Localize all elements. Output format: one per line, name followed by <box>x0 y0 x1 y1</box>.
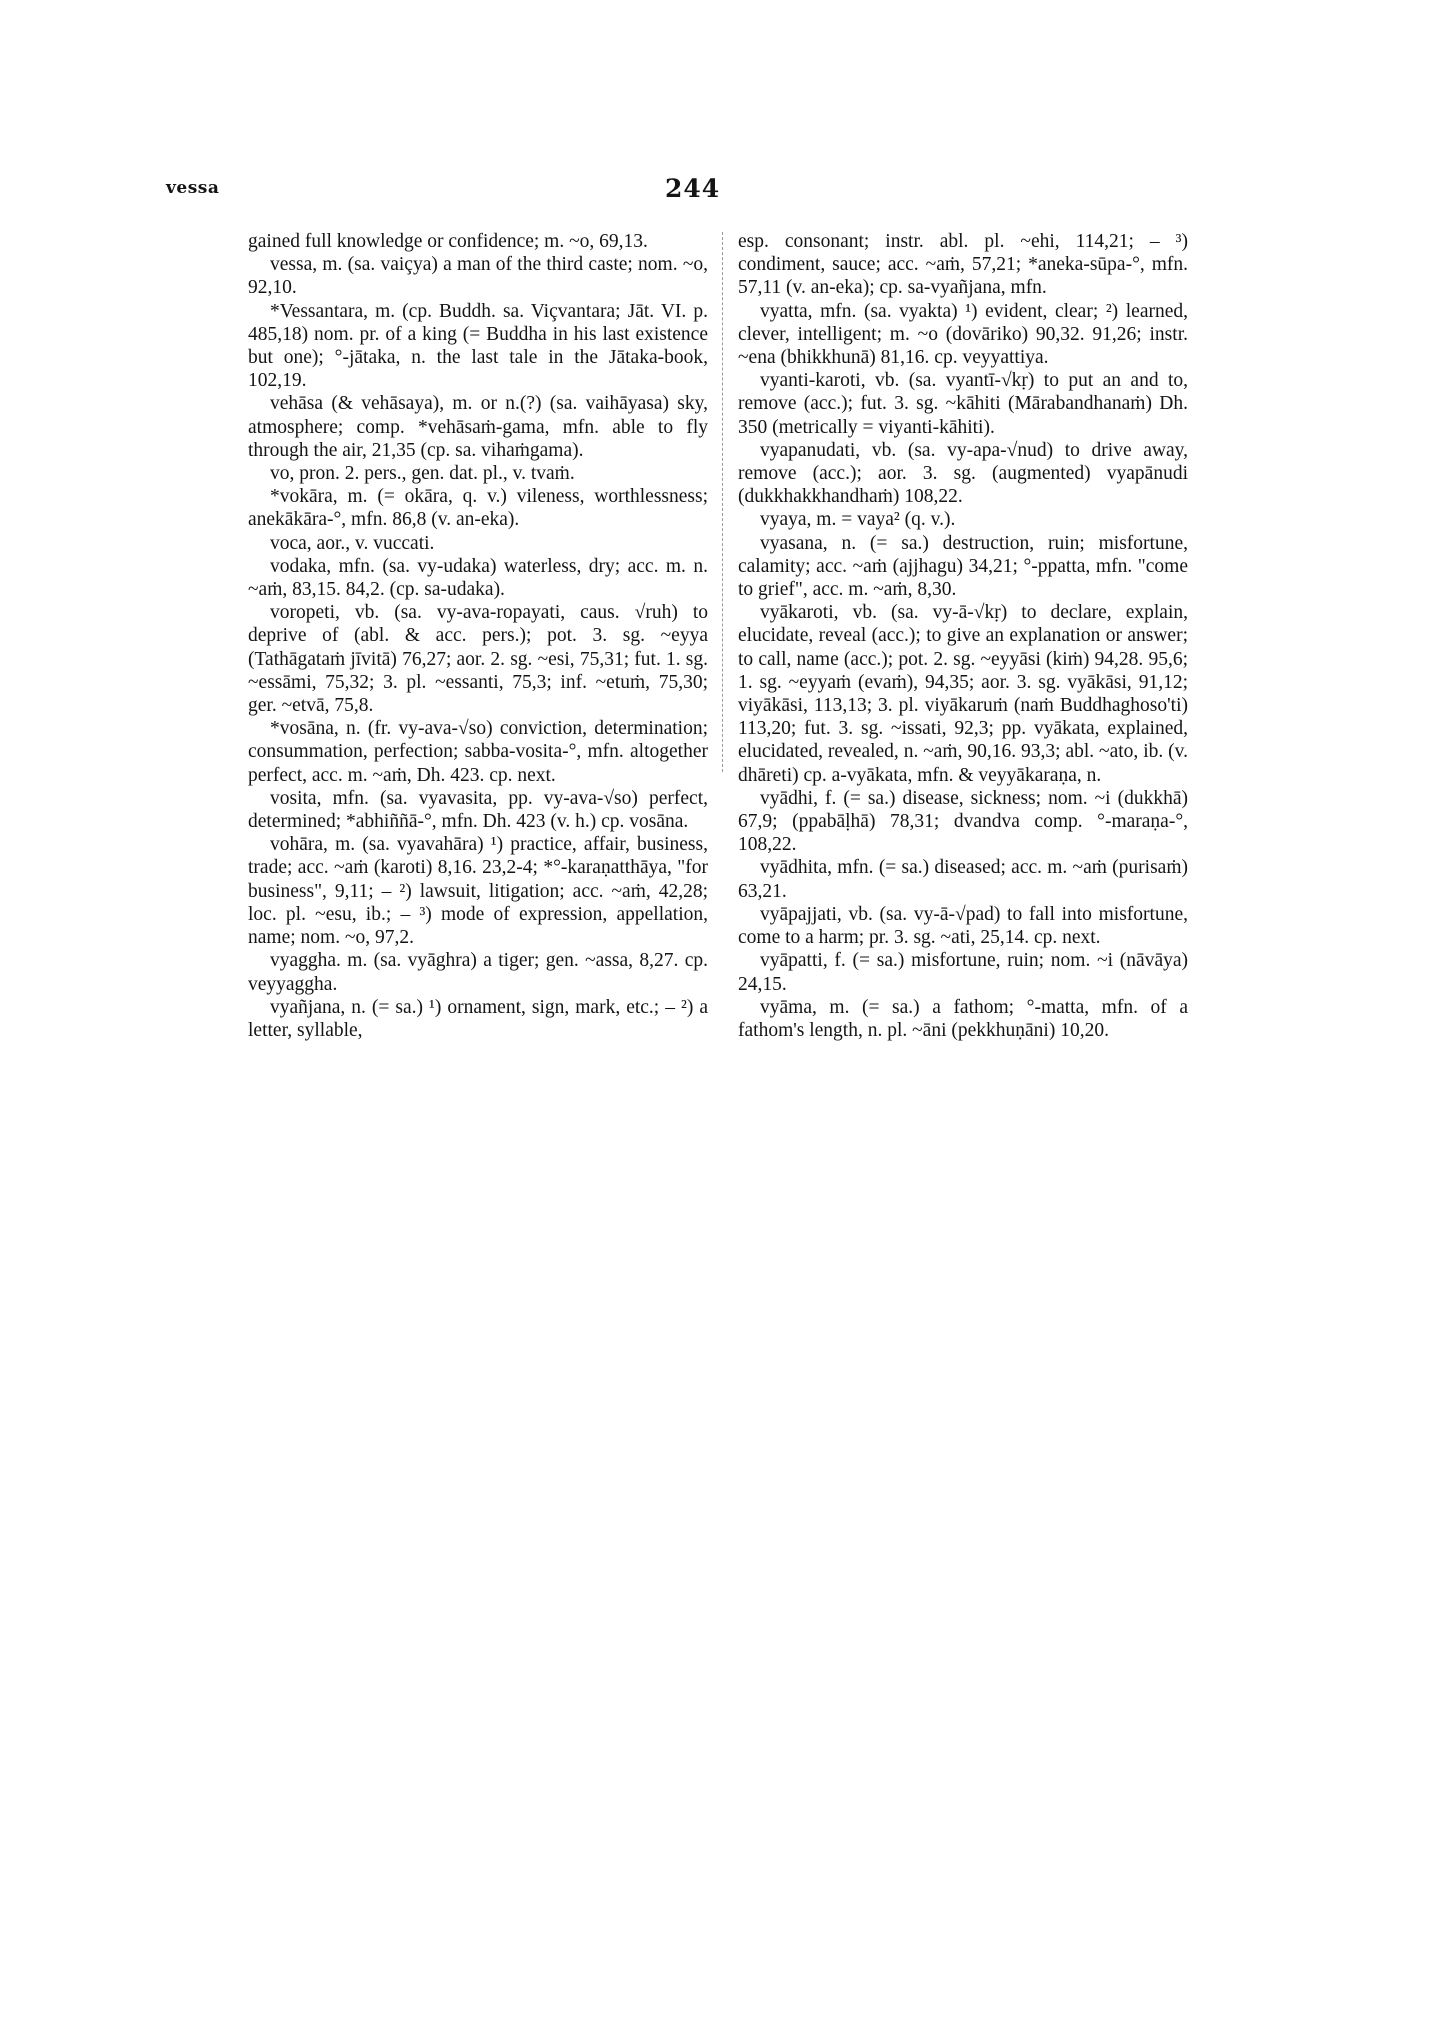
entry-paragraph: vyāpatti, f. (= sa.) misfortune, ruin; nom. ~i (nāvāya) 24,15. <box>738 950 1188 995</box>
entry-paragraph: vyāma, m. (= sa.) a fathom; °-matta, mfn. of a fathom's length, n. pl. ~āni (pekkhuṇāni) 10,20. <box>738 996 1188 1041</box>
entry-paragraph: vyañjana, n. (= sa.) ¹) ornament, sign, mark, etc.; – ²) a letter, syllable, <box>248 996 708 1041</box>
entry-paragraph: vehāsa (& vehāsaya), m. or n.(?) (sa. vaihāyasa) sky, atmosphere; comp. *vehāsaṁ-gama, mfn. able to fly through the air, 21,35 (cp. sa. vihaṁgama). <box>248 393 708 461</box>
page-number: 244 <box>665 174 721 203</box>
entry-paragraph: gained full knowledge or confidence; m. ~o, 69,13. <box>248 231 648 252</box>
entry-paragraph: esp. consonant; instr. abl. pl. ~ehi, 114,21; – ³) condiment, sauce; acc. ~aṁ, 57,21; *aneka-sūpa-°, mfn. 57,11 (v. an-eka); cp. sa-vyañjana, mfn. <box>738 231 1188 299</box>
left-column <box>248 230 708 1042</box>
entry-paragraph: vyaggha. m. (sa. vyāghra) a tiger; gen. ~assa, 8,27. cp. veyyaggha. <box>248 950 708 995</box>
entry-paragraph: vyaya, m. = vaya² (q. v.). <box>760 509 956 531</box>
entry-paragraph: vyanti-karoti, vb. (sa. vyantī-√kṛ) to put an and to, remove (acc.); fut. 3. sg. ~kāhiti (Mārabandhanaṁ) Dh. 350 (metrically = viyanti-kāhiti). <box>738 370 1188 438</box>
entry-paragraph: voca, aor., v. vuccati. <box>270 532 435 554</box>
entry-paragraph: vessa, m. (sa. vaiçya) a man of the third caste; nom. ~o, 92,10. <box>248 254 708 299</box>
entry-paragraph: vyādhi, f. (= sa.) disease, sickness; nom. ~i (dukkhā) 67,9; (ppabāḷhā) 78,31; dvandva comp. °-maraṇa-°, 108,22. <box>738 787 1188 856</box>
running-head: vessa <box>166 178 220 198</box>
entry-paragraph: vyādhita, mfn. (= sa.) diseased; acc. m. ~aṁ (purisaṁ) 63,21. <box>738 857 1188 902</box>
column-divider <box>722 232 723 772</box>
entry-paragraph: vyāpajjati, vb. (sa. vy-ā-√pad) to fall into misfortune, come to a harm; pr. 3. sg. ~ati, 25,14. cp. next. <box>738 903 1188 949</box>
right-column <box>738 230 1188 1042</box>
entry-paragraph: vo, pron. 2. pers., gen. dat. pl., v. tvaṁ. <box>270 463 575 485</box>
entry-paragraph: vyatta, mfn. (sa. vyakta) ¹) evident, clear; ²) learned, clever, intelligent; m. ~o (dovāriko) 90,32. 91,26; instr. ~ena (bhikkhunā) 81,16. cp. veyyattiya. <box>738 300 1188 369</box>
entry-paragraph: vosita, mfn. (sa. vyavasita, pp. vy-ava-√so) perfect, determined; *abhiññā-°, mfn. Dh. 423 (v. h.) cp. vosāna. <box>248 787 708 833</box>
entry-paragraph: vyasana, n. (= sa.) destruction, ruin; misfortune, calamity; acc. ~aṁ (ajjhagu) 34,21; °-ppatta, mfn. "come to grief", acc. m. ~aṁ, 8,30. <box>738 532 1188 601</box>
entry-paragraph: *vokāra, m. (= okāra, q. v.) vileness, worthlessness; anekākāra-°, mfn. 86,8 (v. an-eka). <box>248 486 708 531</box>
entry-paragraph: voropeti, vb. (sa. vy-ava-ropayati, caus. √ruh) to deprive of (abl. & acc. pers.); pot. 3. sg. ~eyya (Tathāgataṁ jīvitā) 76,27; aor. 2. sg. ~esi, 75,31; fut. 1. sg. ~essāmi, 75,32; 3. pl. ~essanti, 75,3; inf. ~etuṁ, 75,30; ger. ~etvā, 75,8. <box>248 602 708 717</box>
entry-paragraph: vodaka, mfn. (sa. vy-udaka) waterless, dry; acc. m. n. ~aṁ, 83,15. 84,2. (cp. sa-udaka). <box>248 555 708 601</box>
entry-paragraph: vohāra, m. (sa. vyavahāra) ¹) practice, affair, business, trade; acc. ~aṁ (karoti) 8,16. 23,2-4; *°-karaṇatthāya, "for business", 9,11; – ²) lawsuit, litigation; acc. ~aṁ, 42,28; loc. pl. ~esu, ib.; – ³) mode of expression, appellation, name; nom. ~o, 97,2. <box>248 834 708 949</box>
entry-paragraph: vyapanudati, vb. (sa. vy-apa-√nud) to drive away, remove (acc.); aor. 3. sg. (augmented) vyapānudi (dukkhakkhandhaṁ) 108,22. <box>738 439 1188 508</box>
entry-paragraph: *Vessantara, m. (cp. Buddh. sa. Viçvantara; Jāt. VI. p. 485,18) nom. pr. of a king (= Buddha in his last existence but one); °-jātaka, n. the last tale in the Jātaka-book, 102,19. <box>248 300 708 392</box>
entry-paragraph: *vosāna, n. (fr. vy-ava-√so) conviction, determination; consummation, perfection; sabba-vosita-°, mfn. altogether perfect, acc. m. ~aṁ, Dh. 423. cp. next. <box>248 718 708 786</box>
entry-paragraph: vyākaroti, vb. (sa. vy-ā-√kṛ) to declare, explain, elucidate, reveal (acc.); to give an explanation or answer; to call, name (acc.); pot. 2. sg. ~eyyāsi (kiṁ) 94,28. 95,6; 1. sg. ~eyyaṁ (evaṁ), 94,35; aor. 3. sg. vyākāsi, 91,12; viyākāsi, 113,13; 3. pl. viyākaruṁ (naṁ Buddhaghoso'ti) 113,20; fut. 3. sg. ~issati, 92,3; pp. vyākata, explained, elucidated, revealed, n. ~aṁ, 90,16. 93,3; abl. ~ato, ib. (v. dhāreti) cp. a-vyākata, mfn. & veyyākaraṇa, n. <box>738 602 1188 786</box>
